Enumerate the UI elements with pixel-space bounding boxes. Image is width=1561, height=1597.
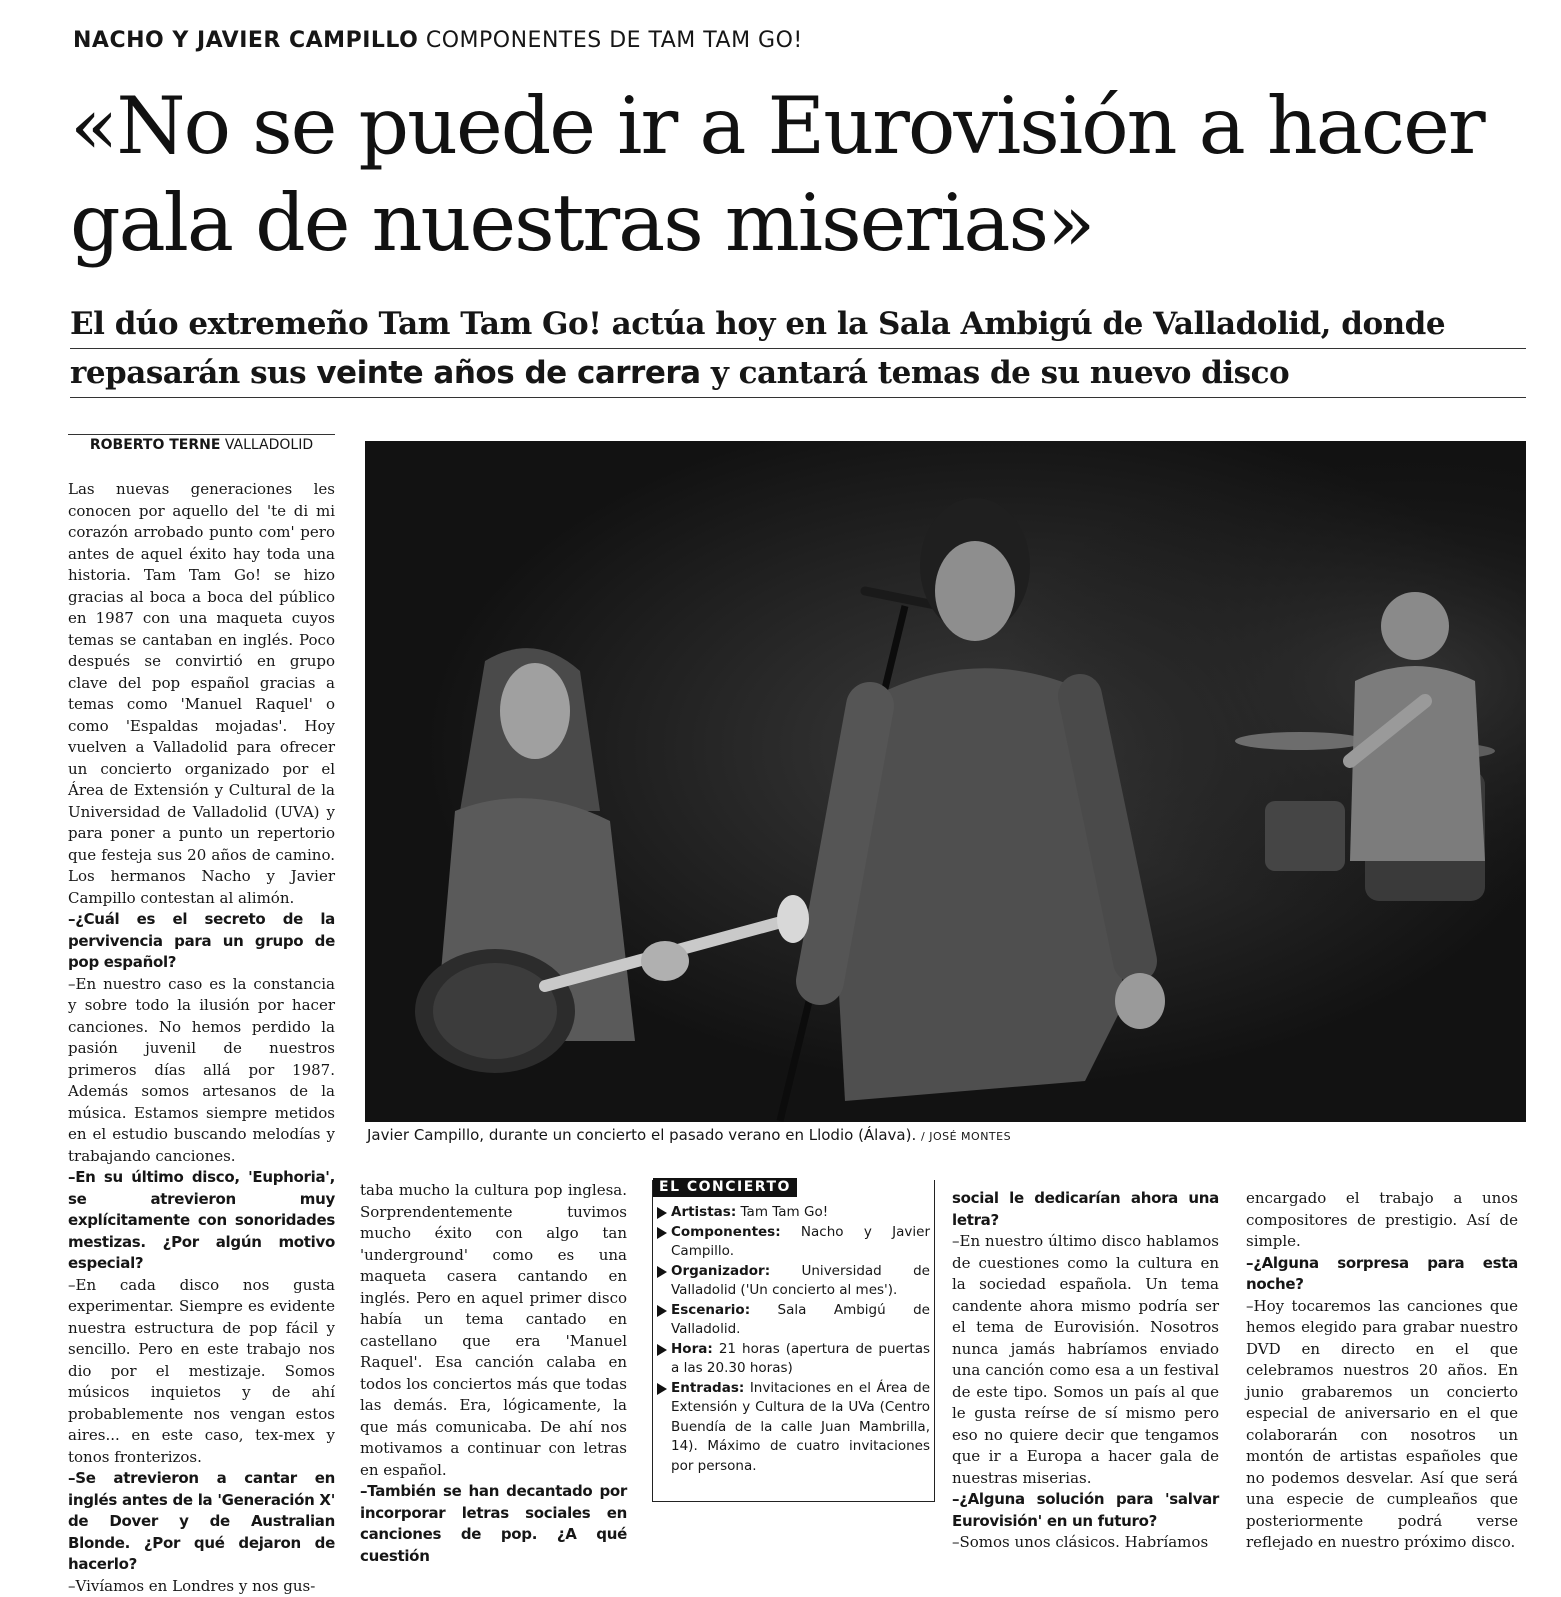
- question-5: –¿Alguna solución para 'salvar Eurovisión' en un futuro?: [952, 1489, 1219, 1532]
- byline: [68, 434, 335, 453]
- photo-caption-text: Javier Campillo, durante un concierto el pasado verano en Llodio (Álava).: [367, 1126, 916, 1144]
- info-value: 21 horas (apertura de puertas a las 20.30 horas): [671, 1341, 930, 1377]
- bullet-arrow-icon: [657, 1344, 667, 1356]
- subhead-line-1: El dúo extremeño Tam Tam Go! actúa hoy en la Sala Ambigú de Valladolid, donde: [70, 300, 1526, 349]
- question-6: –¿Alguna sorpresa para esta noche?: [1246, 1253, 1518, 1296]
- info-item-hora: [657, 1340, 930, 1379]
- article-column-1: [68, 479, 335, 1597]
- info-item-componentes: [657, 1223, 930, 1262]
- info-item-organizador: [657, 1262, 930, 1301]
- bullet-arrow-icon: [657, 1227, 667, 1239]
- article-column-3: [952, 1188, 1219, 1554]
- answer-6: –Hoy tocaremos las canciones que hemos elegido para grabar nuestro DVD en directo en el que celebramos nuestros 20 años. En junio grabaremos un concierto especial de aniversario en el que colaborarán con nosotros un montón de artistas españoles que no podemos desvelar. Así que será una especie de cumpleaños que posteriormente podrá verse reflejado en nuestro próximo disco.: [1246, 1296, 1518, 1554]
- info-value: Tam Tam Go!: [741, 1204, 829, 1220]
- info-list: [657, 1203, 930, 1476]
- bullet-arrow-icon: [657, 1305, 667, 1317]
- article-column-2: [360, 1180, 627, 1567]
- kicker: [73, 28, 803, 53]
- subhead: [70, 300, 1526, 398]
- info-value: Sala Ambigú de Valladolid.: [671, 1302, 930, 1338]
- answer-2: –En cada disco nos gusta experimentar. Siempre es evidente nuestra estructura de pop fácil y sencillo. Pero en este trabajo nos dio por el mestizaje. Somos músicos inquietos y de ahí probablemente nos vengan estos aires... en este caso, tex-mex y tonos fronterizos.: [68, 1275, 335, 1469]
- answer-4: –En nuestro último disco hablamos de cuestiones como la cultura en la sociedad española. Un tema candente ahora mismo podría ser el tema de Eurovisión. Nosotros nunca jamás habríamos enviado una canción como esa a un festival de este tipo. Somos un país al que le gusta reírse de sí mismo pero eso no quiere decir que tengamos que ir a Europa a hacer gala de nuestras miserias.: [952, 1231, 1219, 1489]
- answer-3-continued: taba mucho la cultura pop inglesa. Sorprendentemente tuvimos mucho éxito con algo tan 'underground' como es una maqueta casera cantando en inglés. Pero en aquel primer disco había un tema cantado en castellano que era 'Manuel Raquel'. Esa canción calaba en todos los conciertos más que todas las demás. Era, lógicamente, la que más comunicaba. De ahí nos motivamos a continuar con letras en español.: [360, 1180, 627, 1481]
- kicker-role: COMPONENTES DE TAM TAM GO!: [426, 28, 803, 53]
- bullet-arrow-icon: [657, 1383, 667, 1395]
- bullet-arrow-icon: [657, 1266, 667, 1278]
- headline: [70, 78, 1530, 272]
- concert-photo: [365, 441, 1526, 1122]
- concert-info-box: [652, 1180, 935, 1502]
- info-item-escenario: [657, 1301, 930, 1340]
- info-item-artistas: [657, 1203, 930, 1223]
- photo-caption: [367, 1126, 1011, 1144]
- kicker-names: NACHO Y JAVIER CAMPILLO: [73, 28, 418, 53]
- subhead-line-2: [70, 349, 1526, 398]
- question-4-continued: social le dedicarían ahora una letra?: [952, 1188, 1219, 1231]
- subhead-post: y cantará temas de su nuevo disco: [701, 355, 1290, 391]
- info-item-entradas: [657, 1379, 930, 1477]
- info-label: Componentes:: [671, 1224, 781, 1240]
- concert-photo-illustration: [365, 441, 1526, 1122]
- bullet-arrow-icon: [657, 1207, 667, 1219]
- question-4: –También se han decantado por incorporar letras sociales en canciones de pop. ¿A qué cuestión: [360, 1481, 627, 1567]
- byline-author: ROBERTO TERNE: [90, 437, 221, 453]
- answer-5-continued: encargado el trabajo a unos compositores de prestigio. Así de simple.: [1246, 1188, 1518, 1253]
- photo-credit: / JOSÉ MONTES: [921, 1130, 1011, 1143]
- answer-3: –Vivíamos en Londres y nos gus-: [68, 1576, 335, 1597]
- info-box-title: EL CONCIERTO: [653, 1178, 797, 1197]
- subhead-bold: veinte años de carrera: [316, 355, 700, 391]
- info-label: Hora:: [671, 1341, 713, 1357]
- info-label: Entradas:: [671, 1380, 744, 1396]
- question-3: –Se atrevieron a cantar en inglés antes de la 'Generación X' de Dover y de Australian Blonde. ¿Por qué dejaron de hacerlo?: [68, 1468, 335, 1576]
- headline-line-1: «No se puede ir a Eurovisión a hacer: [70, 78, 1530, 175]
- subhead-pre: repasarán sus: [70, 355, 316, 391]
- info-label: Organizador:: [671, 1263, 770, 1279]
- answer-1: –En nuestro caso es la constancia y sobre todo la ilusión por hacer canciones. No hemos perdido la pasión juvenil de nuestros primeros días allá por 1987. Además somos artesanos de la música. Estamos siempre metidos en el estudio buscando melodías y trabajando canciones.: [68, 974, 335, 1168]
- info-value: Invitaciones en el Área de Extensión y Cultura de la UVa (Centro Buendía de la calle Juan Mambrilla, 14). Máximo de cuatro invitaciones por persona.: [671, 1380, 930, 1474]
- info-value: Universidad de Valladolid ('Un concierto al mes').: [671, 1263, 930, 1299]
- answer-5: –Somos unos clásicos. Habríamos: [952, 1532, 1219, 1554]
- info-label: Artistas:: [671, 1204, 736, 1220]
- info-label: Escenario:: [671, 1302, 750, 1318]
- question-1: –¿Cuál es el secreto de la pervivencia para un grupo de pop español?: [68, 909, 335, 974]
- info-value: Nacho y Javier Campillo.: [671, 1224, 930, 1260]
- headline-line-2: gala de nuestras miserias»: [70, 175, 1530, 272]
- byline-location: VALLADOLID: [225, 437, 313, 453]
- question-2: –En su último disco, 'Euphoria', se atrevieron muy explícitamente con sonoridades mestizas. ¿Por algún motivo especial?: [68, 1167, 335, 1275]
- article-column-4: [1246, 1188, 1518, 1554]
- article-intro: Las nuevas generaciones les conocen por aquello del 'te di mi corazón arrobado punto com' pero antes de aquel éxito hay toda una historia. Tam Tam Go! se hizo gracias al boca a boca del público en 1987 con una maqueta cuyos temas se cantaban en inglés. Poco después se convirtió en grupo clave del pop español gracias a temas como 'Manuel Raquel' o como 'Espaldas mojadas'. Hoy vuelven a Valladolid para ofrecer un concierto organizado por el Área de Extensión y Cultural de la Universidad de Valladolid (UVA) y para poner a punto un repertorio que festeja sus 20 años de camino. Los hermanos Nacho y Javier Campillo contestan al alimón.: [68, 479, 335, 909]
